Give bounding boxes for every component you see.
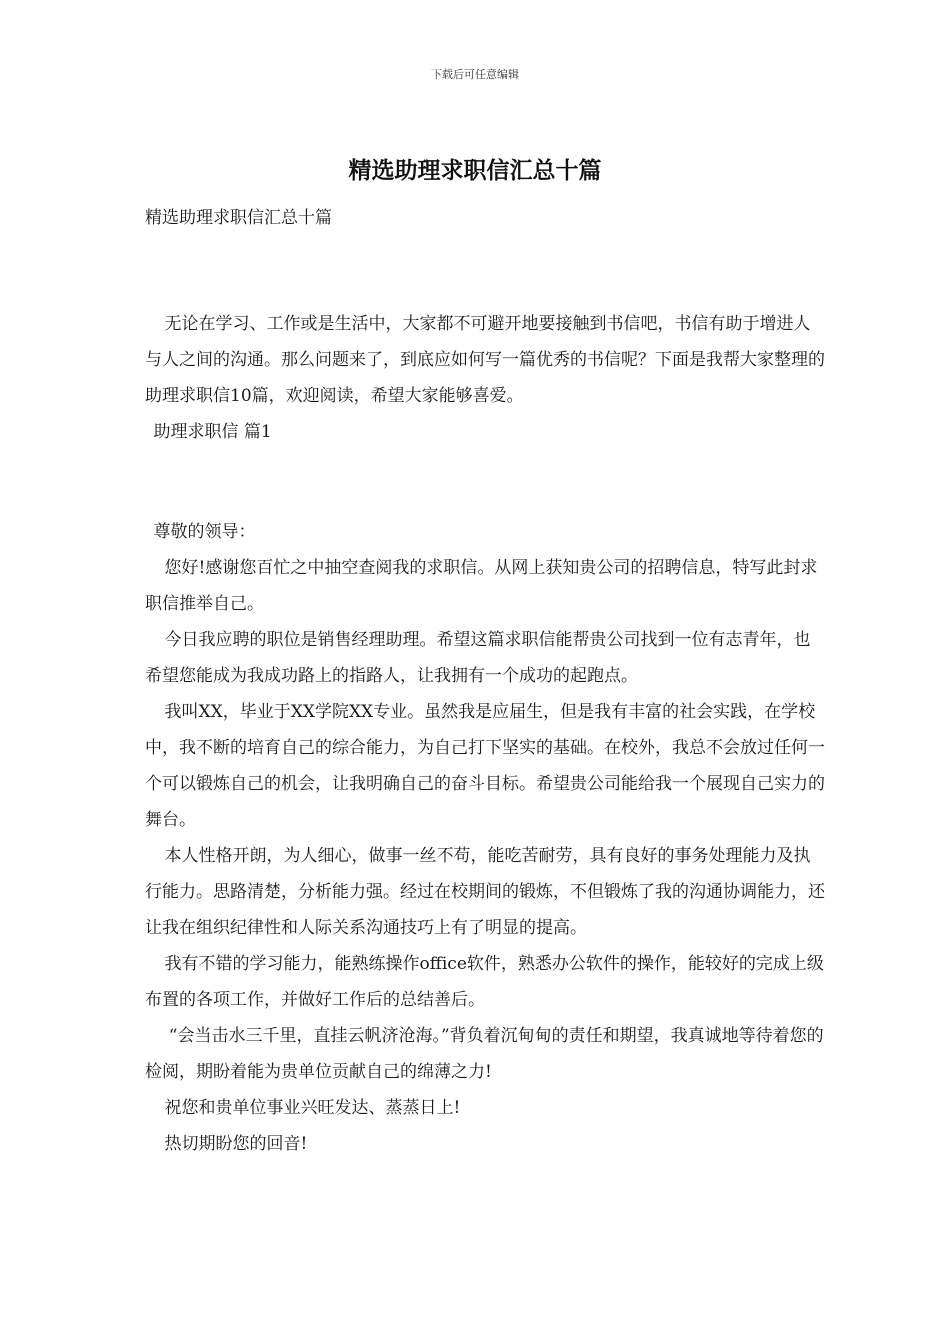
salutation: 尊敬的领导：: [153, 522, 256, 542]
letter-paragraph: “会当击水三千里，直挂云帆济沧海。”背负着沉甸甸的责任和期望，我真诚地等待着您的检阅，期盼着能为贵单位贡献自己的绵薄之力!: [145, 1026, 824, 1082]
letter-paragraph: 今日我应聘的职位是销售经理助理。希望这篇求职信能帮贵公司找到一位有志青年，也希望您能成为我成功路上的指路人，让我拥有一个成功的起跑点。: [145, 630, 811, 686]
letter-paragraph: 祝您和贵单位事业兴旺发达、蒸蒸日上!: [164, 1098, 461, 1118]
letter-paragraph: 本人性格开朗，为人细心，做事一丝不苟，能吃苦耐劳，具有良好的事务处理能力及执行能力。思路清楚，分析能力强。经过在校期间的锻炼，不但锻炼了我的沟通协调能力，还让我在组织纪律性和人际关系沟通技巧上有了明显的提高。: [145, 846, 825, 938]
section-heading: 助理求职信 篇1: [153, 422, 272, 442]
blank-space: [145, 450, 825, 514]
intro-paragraph: 无论在学习、工作或是生活中，大家都不可避开地要接触到书信吧，书信有助于增进人与人之间的沟通。那么问题来了，到底应如何写一篇优秀的书信呢？下面是我帮大家整理的助理求职信10篇，欢迎阅读，希望大家能够喜爱。: [145, 314, 825, 406]
document-body: [145, 200, 825, 1162]
header-note: 下载后可任意编辑: [431, 68, 519, 81]
document-title: 精选助理求职信汇总十篇: [348, 157, 602, 184]
blank-space: [145, 236, 825, 306]
letter-paragraph: 您好!感谢您百忙之中抽空查阅我的求职信。从网上获知贵公司的招聘信息，特写此封求职信推举自己。: [145, 558, 818, 614]
letter-paragraph: 热切期盼您的回音!: [164, 1134, 308, 1154]
letter-paragraph: 我叫XX，毕业于XX学院XX专业。虽然我是应届生，但是我有丰富的社会实践，在学校中，我不断的培育自己的综合能力，为自己打下坚实的基础。在校外，我总不会放过任何一个可以锻炼自己的机会，让我明确自己的奋斗目标。希望贵公司能给我一个展现自己实力的舞台。: [145, 702, 825, 830]
document-subtitle: 精选助理求职信汇总十篇: [145, 208, 332, 228]
letter-paragraph: 我有不错的学习能力，能熟练操作office软件，熟悉办公软件的操作，能较好的完成上级布置的各项工作，并做好工作后的总结善后。: [145, 954, 824, 1010]
